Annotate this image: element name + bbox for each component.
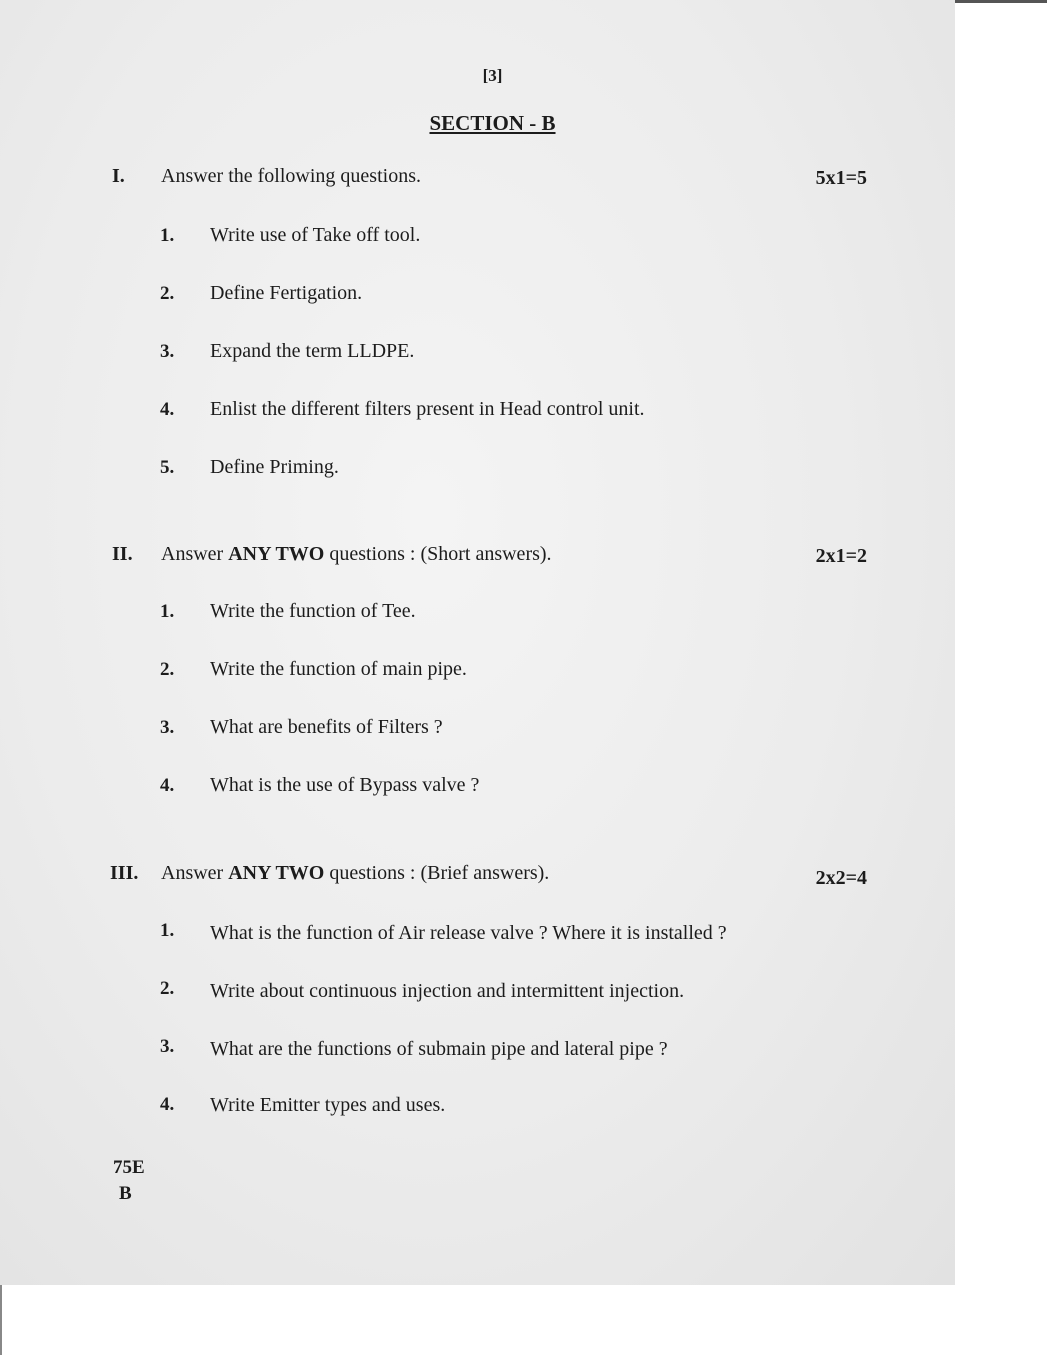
question-text: Write the function of Tee.	[210, 600, 416, 622]
group-numeral: I.	[112, 165, 125, 187]
question-text: Expand the term LLDPE.	[210, 340, 415, 362]
question-text: What are benefits of Filters ?	[210, 716, 443, 738]
question-text: What is the function of Air release valve ? Where it is installed ?	[210, 922, 727, 944]
question-number: 5.	[160, 457, 175, 478]
question-number: 2.	[160, 283, 175, 304]
question-number: 3.	[160, 341, 175, 362]
scan-edge-line	[955, 0, 1047, 3]
question-number: 1.	[160, 601, 175, 622]
question-text: Write Emitter types and uses.	[210, 1094, 446, 1116]
group-marks: 2x1=2	[815, 545, 867, 567]
question-number: 1.	[160, 225, 175, 246]
group-marks: 5x1=5	[815, 167, 867, 189]
scan-edge-line-left	[0, 1285, 2, 1355]
group-instruction: Answer ANY TWO questions : (Short answers).	[161, 543, 552, 565]
question-text: What is the use of Bypass valve ?	[210, 774, 480, 796]
group-instruction: Answer ANY TWO questions : (Brief answers).	[161, 862, 550, 884]
question-text: Write about continuous injection and intermittent injection.	[210, 980, 685, 1002]
question-text: Define Fertigation.	[210, 282, 363, 304]
question-number: 4.	[160, 775, 175, 796]
question-number: 1.	[160, 920, 175, 941]
question-number: 4.	[160, 399, 175, 420]
section-title: SECTION - B	[429, 111, 556, 135]
question-number: 3.	[160, 717, 175, 738]
paper-code: 75E	[113, 1157, 145, 1178]
group-numeral: III.	[110, 862, 139, 884]
group-numeral: II.	[112, 543, 133, 565]
page-number: [3]	[482, 66, 503, 85]
question-text: What are the functions of submain pipe and lateral pipe ?	[210, 1038, 668, 1060]
question-text: Define Priming.	[210, 456, 339, 478]
paper-version: B	[119, 1183, 132, 1204]
question-number: 2.	[160, 659, 175, 680]
group-marks: 2x2=4	[815, 867, 867, 889]
question-text: Write the function of main pipe.	[210, 658, 467, 680]
question-number: 3.	[160, 1036, 175, 1057]
question-text: Write use of Take off tool.	[210, 224, 421, 246]
question-text: Enlist the different filters present in Head control unit.	[210, 398, 645, 420]
group-instruction: Answer the following questions.	[161, 165, 421, 187]
question-number: 4.	[160, 1094, 175, 1115]
question-number: 2.	[160, 978, 175, 999]
